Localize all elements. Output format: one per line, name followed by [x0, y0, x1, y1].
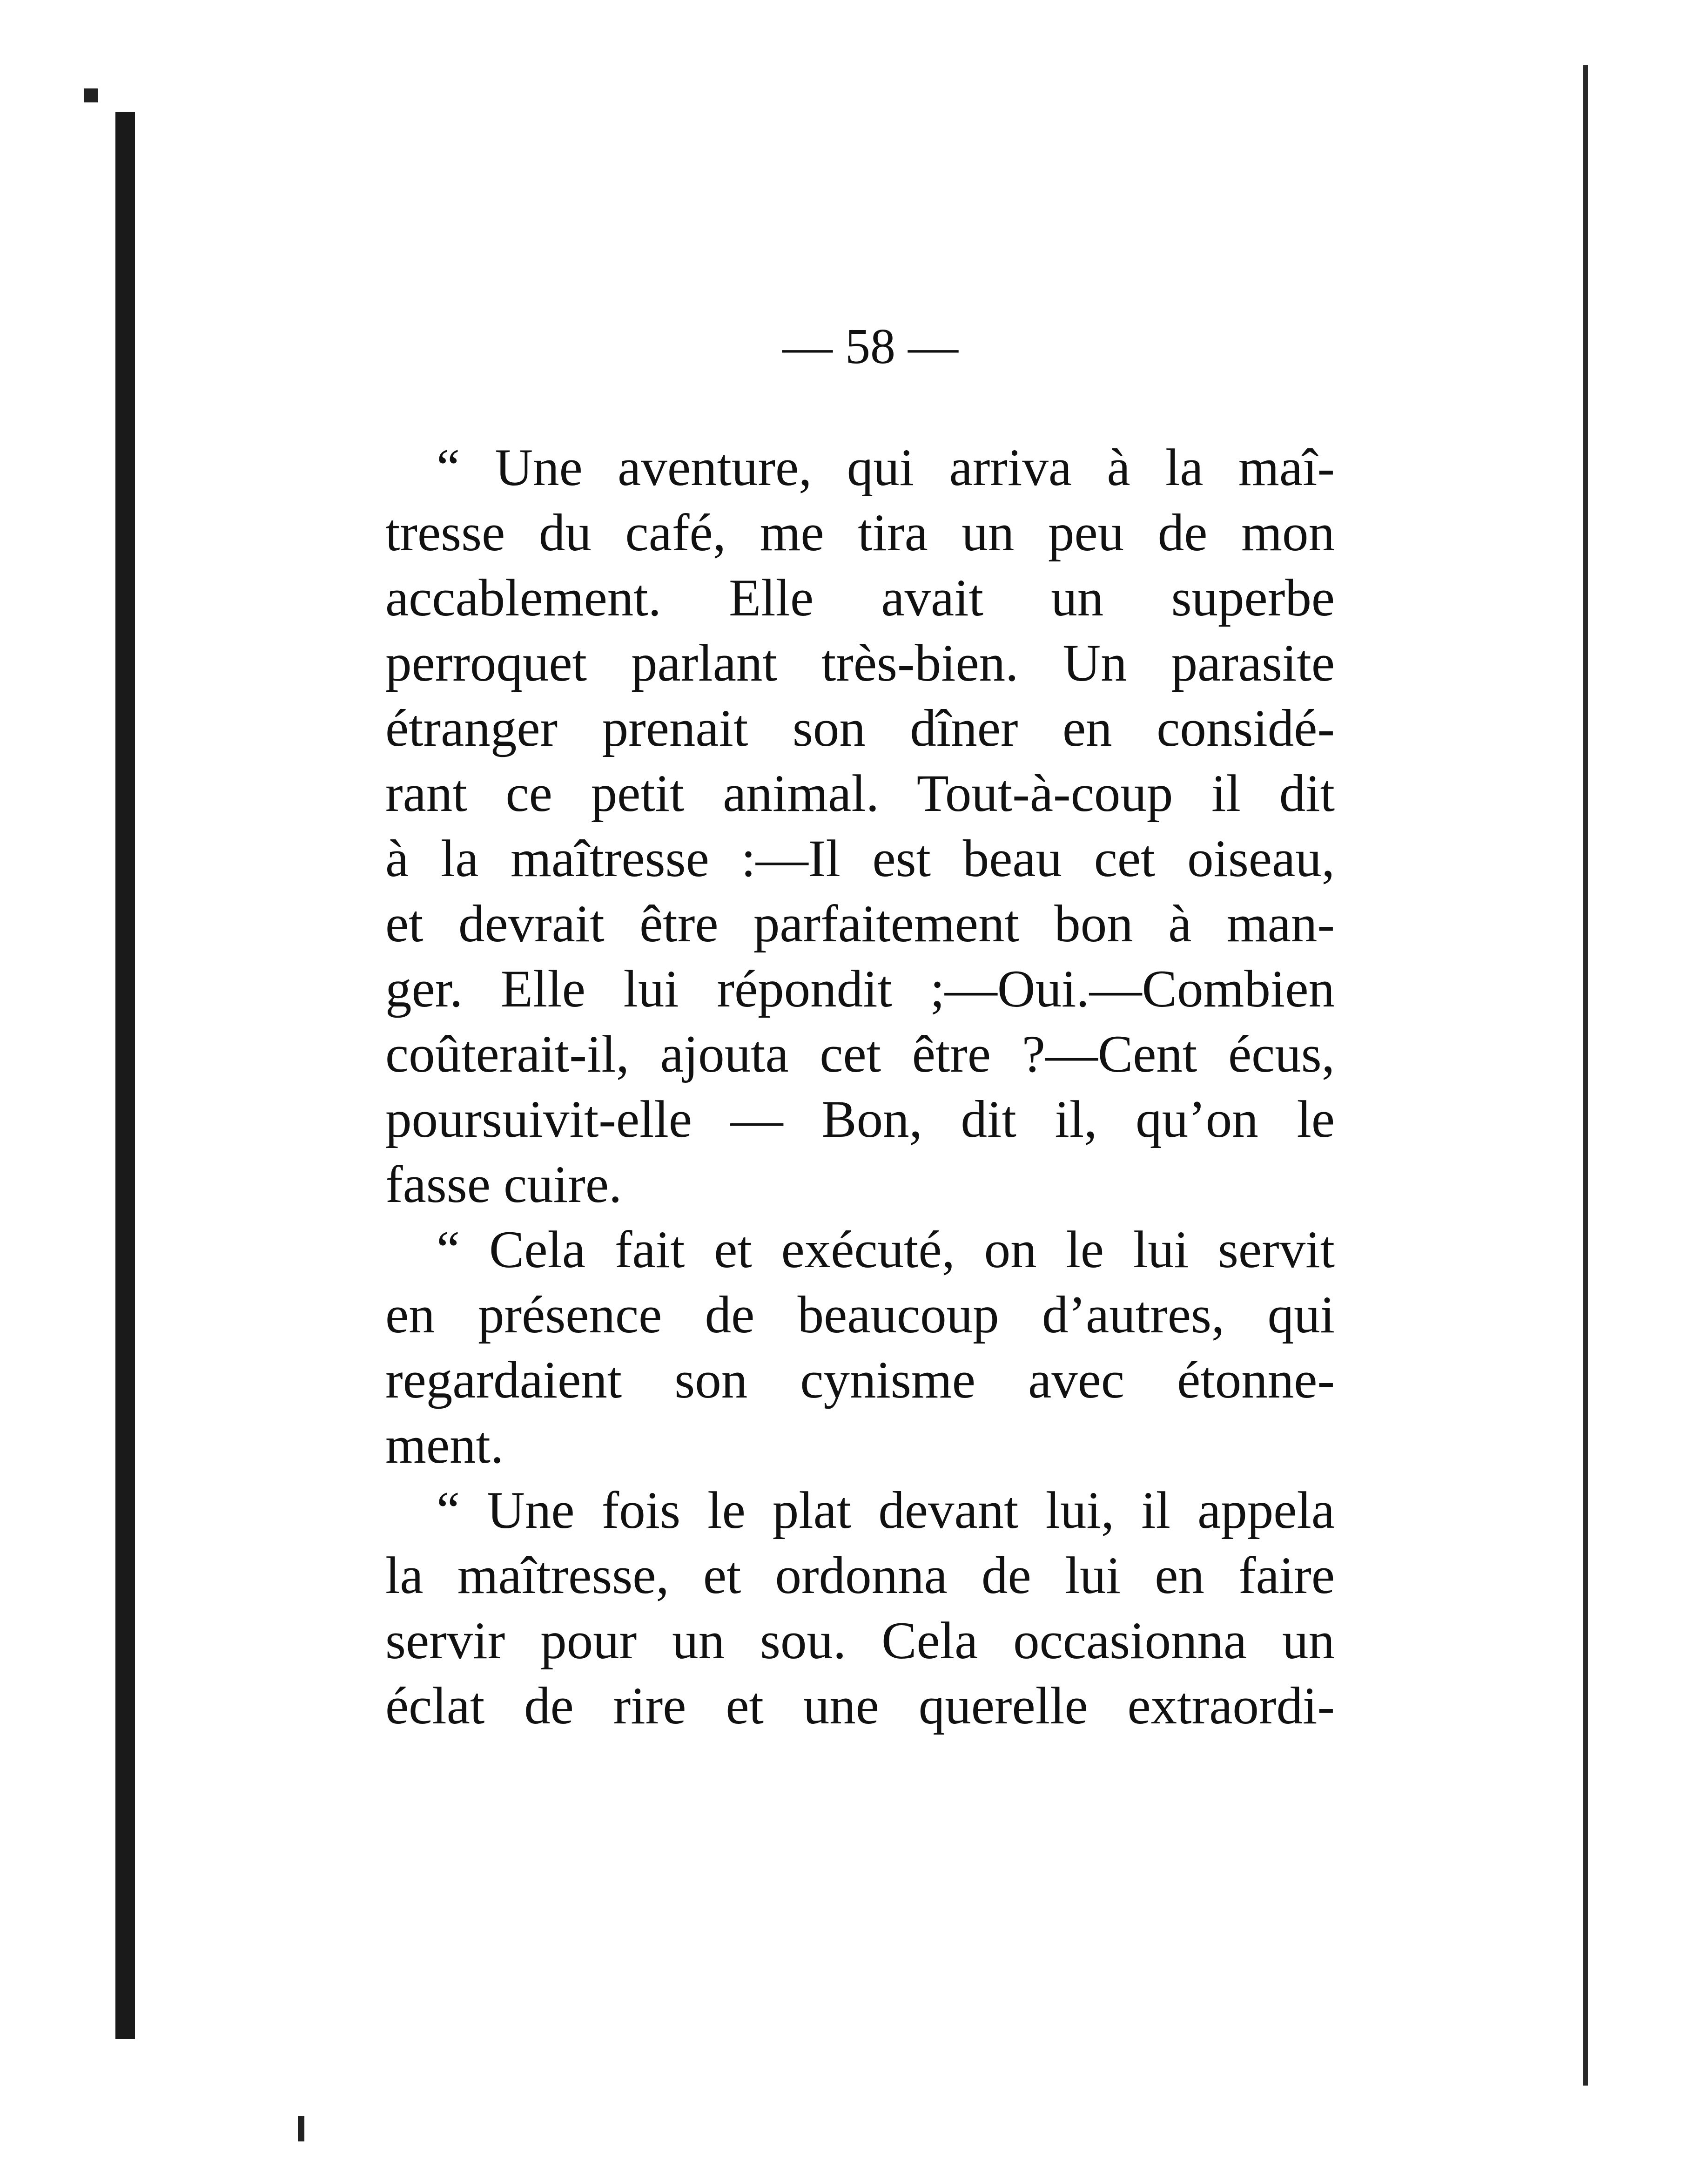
binding-edge-right [1583, 65, 1588, 2086]
text-line: servir pour un sou. Cela occasionna un [385, 1612, 1335, 1670]
text-line: “ Une fois le plat devant lui, il appela [437, 1481, 1335, 1540]
text-line: éclat de rire et une querelle extraordi- [385, 1677, 1335, 1735]
text-line: “ Une aventure, qui arriva à la maî- [437, 439, 1335, 497]
binding-edge-left [115, 112, 135, 2039]
text-line: regardaient son cynisme avec étonne- [385, 1351, 1335, 1409]
text-line: et devrait être parfaitement bon à man- [385, 895, 1335, 953]
text-line: fasse cuire. [385, 1155, 622, 1214]
text-line: perroquet parlant très-bien. Un parasite [385, 634, 1335, 692]
text-line: accablement. Elle avait un superbe [385, 569, 1335, 627]
text-line: poursuivit-elle — Bon, dit il, qu’on le [385, 1090, 1335, 1148]
scan-speck [84, 88, 98, 102]
scan-mark [298, 2116, 304, 2141]
text-line: la maîtresse, et ordonna de lui en faire [385, 1546, 1335, 1605]
text-line: ment. [385, 1416, 504, 1474]
text-line: en présence de beaucoup d’autres, qui [385, 1286, 1335, 1344]
body-text [385, 435, 1335, 1739]
page-number: — 58 — [782, 319, 958, 374]
text-line: étranger prenait son dîner en considé- [385, 699, 1335, 757]
text-line: coûterait-il, ajouta cet être ?—Cent écus, [385, 1025, 1335, 1083]
text-line: à la maîtresse :—Il est beau cet oiseau, [385, 830, 1335, 888]
text-line: rant ce petit animal. Tout-à-coup il dit [385, 764, 1335, 823]
text-line: tresse du café, me tira un peu de mon [385, 504, 1335, 562]
text-line: “ Cela fait et exécuté, on le lui servit [437, 1221, 1335, 1279]
text-line: ger. Elle lui répondit ;—Oui.—Combien [385, 960, 1335, 1018]
